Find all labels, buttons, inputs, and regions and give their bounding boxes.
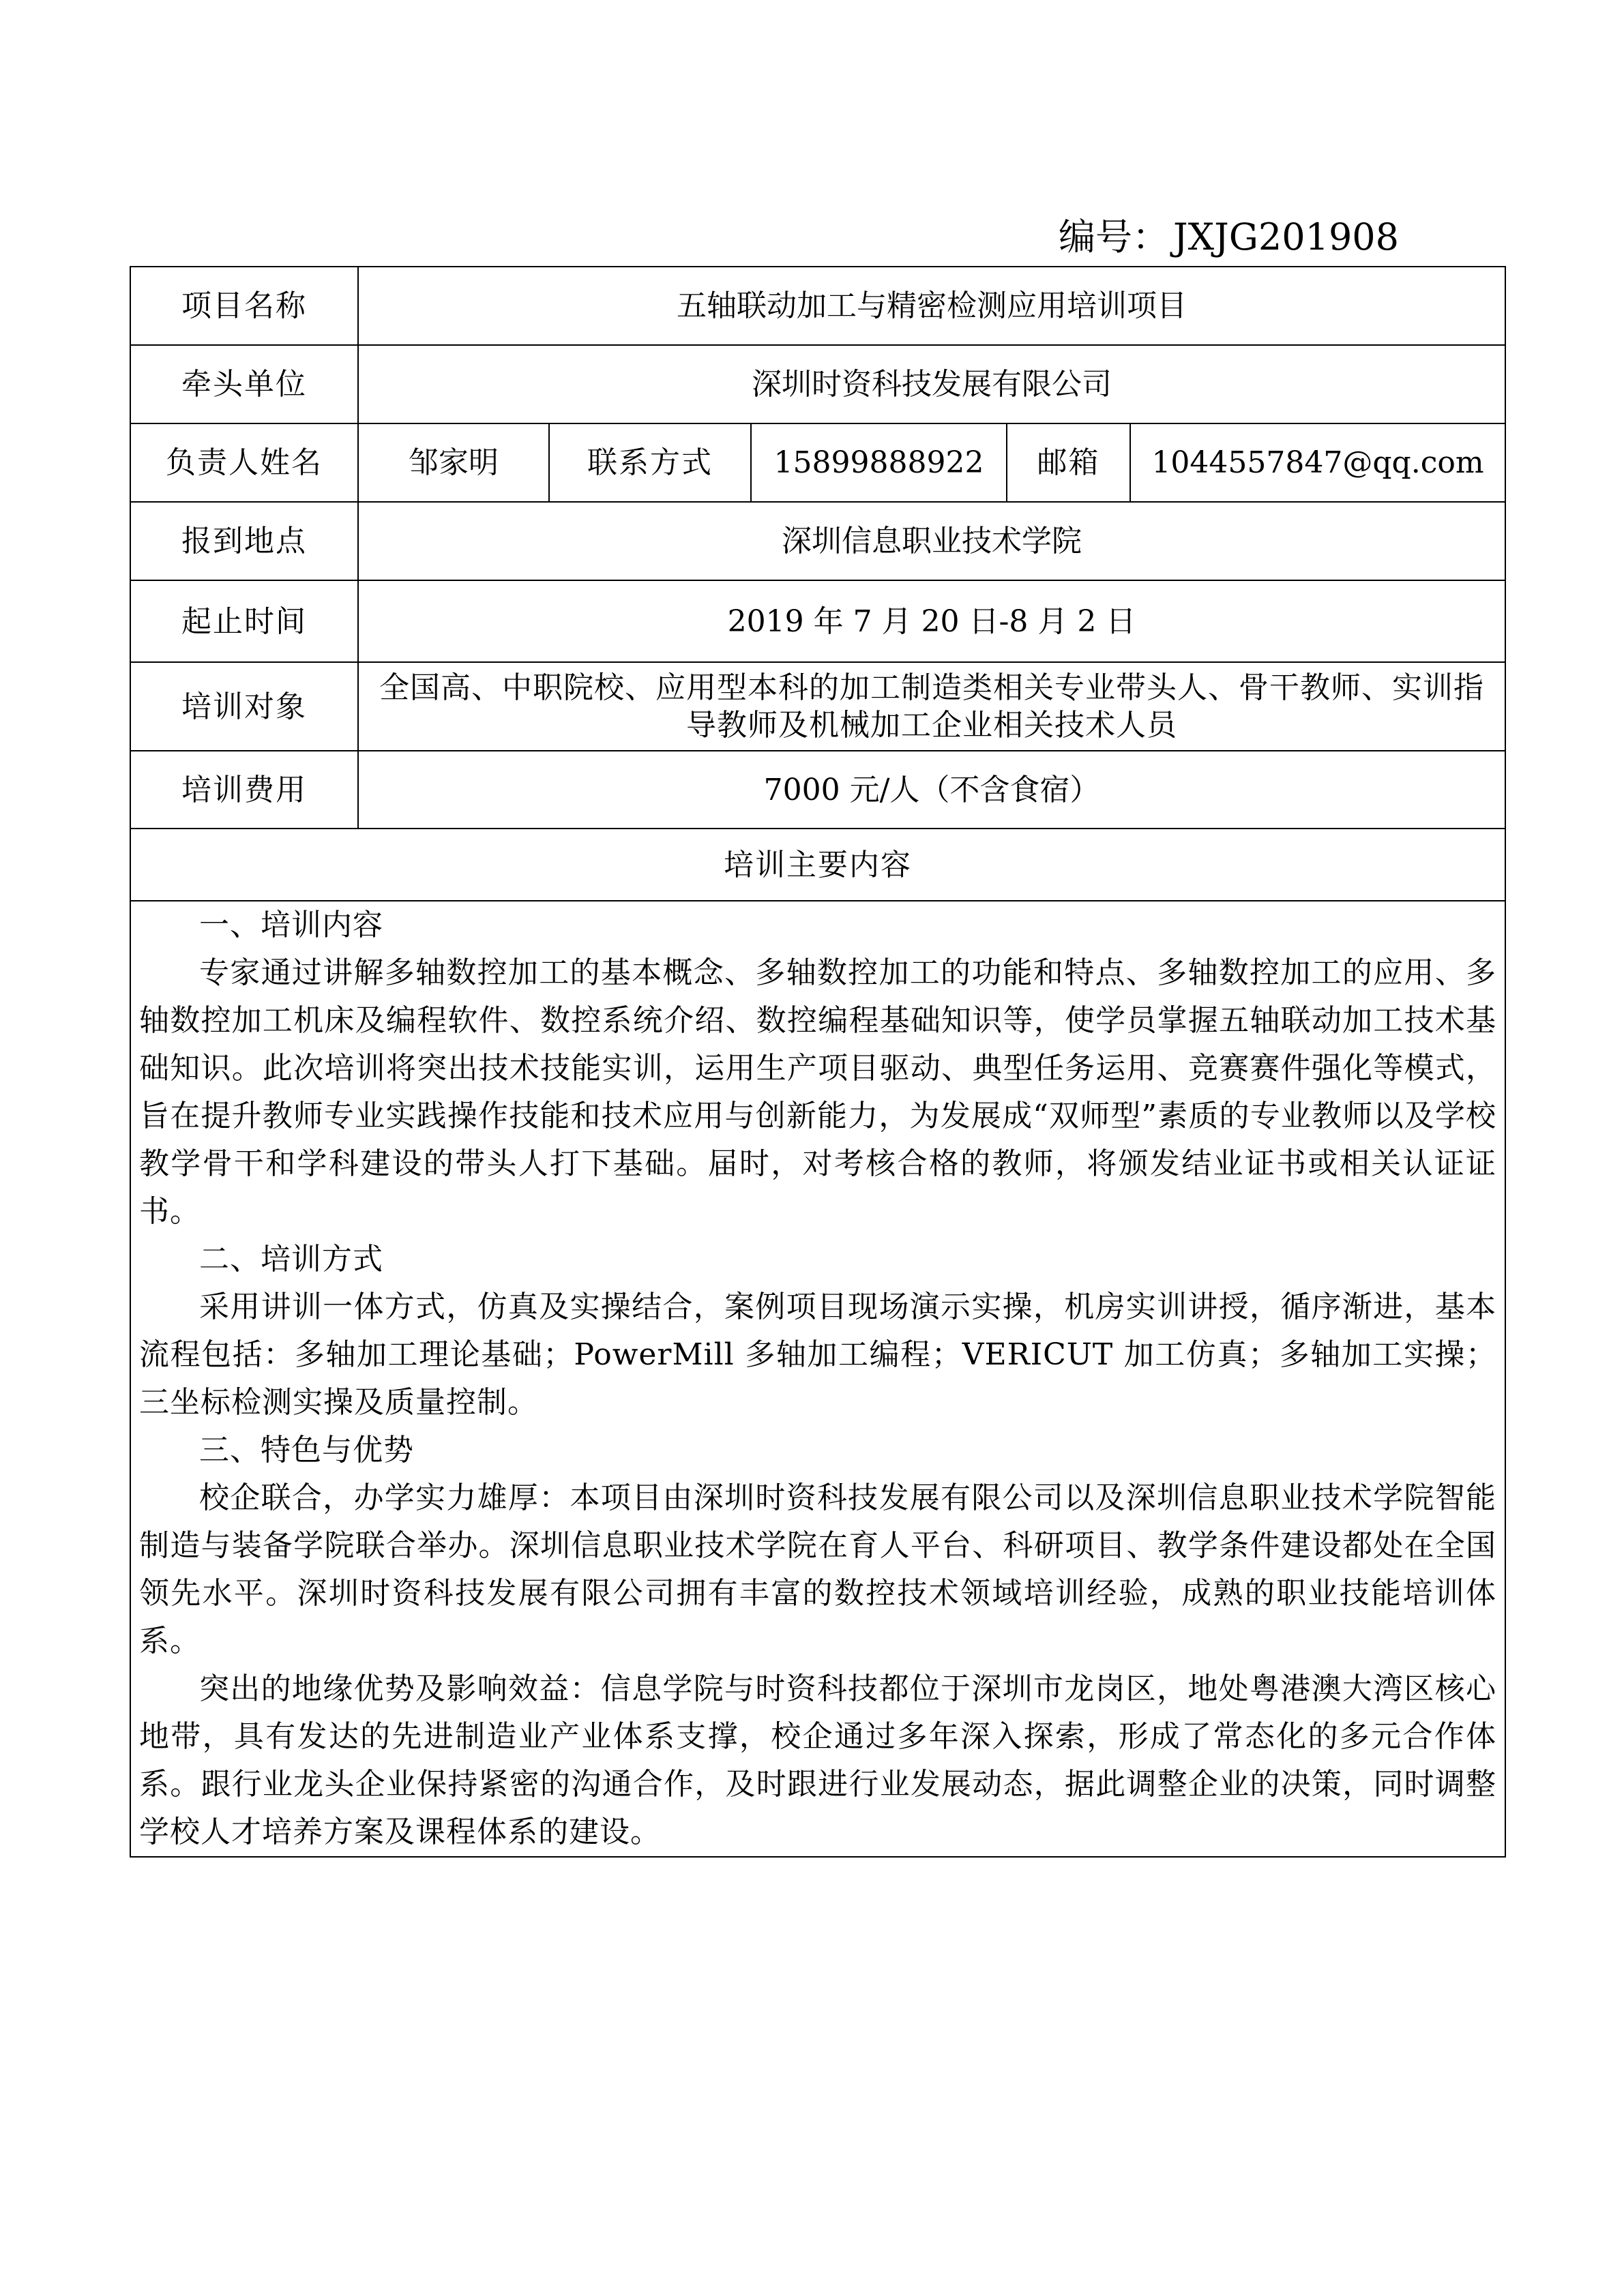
- lead-unit-label: 牵头单位: [130, 345, 358, 423]
- document-number-value: JXJG201908: [1173, 215, 1400, 258]
- target-label: 培训对象: [130, 662, 358, 751]
- row-content-title: [130, 829, 1505, 901]
- fee-label: 培训费用: [130, 751, 358, 829]
- contact-email: 1044557847@qq.com: [1130, 423, 1505, 502]
- email-label: 邮箱: [1007, 423, 1130, 502]
- paragraph-features-2: 突出的地缘优势及影响效益：信息学院与时资科技都位于深圳市龙岗区，地处粤港澳大湾区核心地带，具有发达的先进制造业产业体系支撑，校企通过多年深入探索，形成了常态化的多元合作体系。跟行业龙头企业保持紧密的沟通合作，及时跟进行业发展动态，据此调整企业的决策，同时调整学校人才培养方案及课程体系的建设。: [139, 1671, 1497, 1849]
- period-label: 起止时间: [130, 580, 358, 662]
- row-fee: [130, 751, 1505, 829]
- row-period: [130, 580, 1505, 662]
- section-heading-training-method: 二、培训方式: [199, 1242, 383, 1277]
- row-project-name: [130, 267, 1505, 345]
- target-value: 全国高、中职院校、应用型本科的加工制造类相关专业带头人、骨干教师、实训指导教师及机械加工企业相关技术人员: [358, 662, 1505, 751]
- paragraph-features-1: 校企联合，办学实力雄厚：本项目由深圳时资科技发展有限公司以及深圳信息职业技术学院智能制造与装备学院联合举办。深圳信息职业技术学院在育人平台、科研项目、教学条件建设都处在全国领先水平。深圳时资科技发展有限公司拥有丰富的数控技术领域培训经验，成熟的职业技能培训体系。: [139, 1480, 1497, 1658]
- person-name: 邹家明: [358, 423, 549, 502]
- lead-unit-value: 深圳时资科技发展有限公司: [358, 345, 1505, 423]
- content-body: [130, 901, 1505, 1857]
- row-target: [130, 662, 1505, 751]
- row-report-place: [130, 502, 1505, 580]
- document-number-label: 编号：: [1059, 215, 1169, 258]
- section-heading-features: 三、特色与优势: [199, 1433, 414, 1467]
- row-lead-unit: [130, 345, 1505, 423]
- section-heading-training-content: 一、培训内容: [199, 908, 383, 942]
- period-value: 2019 年 7 月 20 日-8 月 2 日: [358, 580, 1505, 662]
- fee-value: 7000 元/人（不含食宿）: [358, 751, 1505, 829]
- row-person-in-charge: [130, 423, 1505, 502]
- report-place-value: 深圳信息职业技术学院: [358, 502, 1505, 580]
- document-number: [1059, 210, 1399, 265]
- project-name-value: 五轴联动加工与精密检测应用培训项目: [358, 267, 1505, 345]
- person-label: 负责人姓名: [130, 423, 358, 502]
- paragraph-training-content: 专家通过讲解多轴数控加工的基本概念、多轴数控加工的功能和特点、多轴数控加工的应用、多轴数控加工机床及编程软件、数控系统介绍、数控编程基础知识等，使学员掌握五轴联动加工技术基础知识。此次培训将突出技术技能实训，运用生产项目驱动、典型任务运用、竞赛赛件强化等模式，旨在提升教师专业实践操作技能和技术应用与创新能力，为发展成“双师型”素质的专业教师以及学校教学骨干和学科建设的带头人打下基础。届时，对考核合格的教师，将颁发结业证书或相关认证证书。: [139, 955, 1497, 1229]
- report-place-label: 报到地点: [130, 502, 358, 580]
- project-info-table: [130, 266, 1506, 1858]
- contact-label: 联系方式: [549, 423, 751, 502]
- contact-phone: 15899888922: [751, 423, 1007, 502]
- row-content: [130, 901, 1505, 1857]
- project-name-label: 项目名称: [130, 267, 358, 345]
- paragraph-training-method: 采用讲训一体方式，仿真及实操结合，案例项目现场演示实操，机房实训讲授，循序渐进，基本流程包括：多轴加工理论基础；PowerMill 多轴加工编程；VERICUT 加工仿真；多轴加工实操；三坐标检测实操及质量控制。: [139, 1289, 1497, 1420]
- content-title: 培训主要内容: [130, 829, 1505, 901]
